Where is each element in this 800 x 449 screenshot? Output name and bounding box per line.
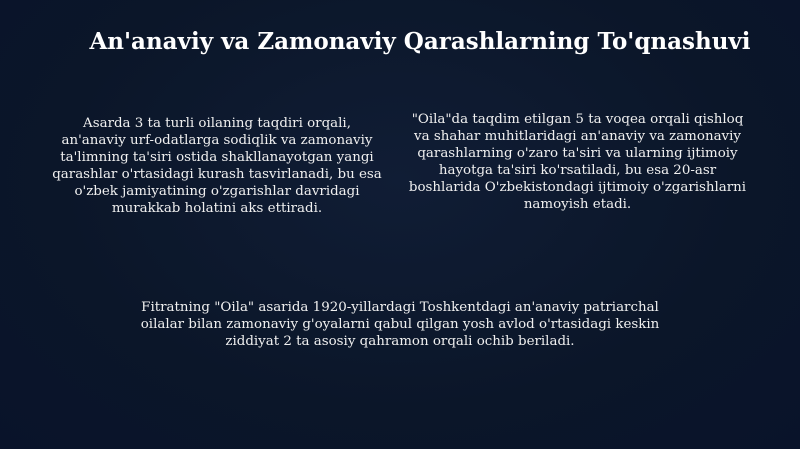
paragraph-bottom: Fitratning "Oila" asarida 1920-yillardagi Toshkentdagi an'anaviy patriarchal oilalar bilan zamonaviy g'oyalarni qabul qilgan yosh avlod o'rtasidagi keskin ziddiyat 2 ta asosiy qahramon orqali ochib beriladi.	[140, 300, 660, 349]
paragraph-right: "Oila"da taqdim etilgan 5 ta voqea orqali qishloq va shahar muhitlaridagi an'anaviy va zamonaviy qarashlarning o'zaro ta'siri va ularning ijtimoiy hayotga ta'siri ko'rsatiladi, bu esa 20-asr boshlarida O'zbekistondagi ijtimoiy o'zgarishlarni namoyish etadi.	[408, 112, 747, 212]
slide-title: An'anaviy va Zamonaviy Qarashlarning To'qnashuvi	[89, 28, 751, 55]
paragraph-left: Asarda 3 ta turli oilaning taqdiri orqali, an'anaviy urf-odatlarga sodiqlik va zamonaviy ta'limning ta'siri ostida shakllanayotgan yangi qarashlar o'rtasidagi kurash tasvirlanadi, bu esa o'zbek jamiyatining o'zgarishlar davridagi murakkab holatini aks ettiradi.	[52, 116, 382, 216]
